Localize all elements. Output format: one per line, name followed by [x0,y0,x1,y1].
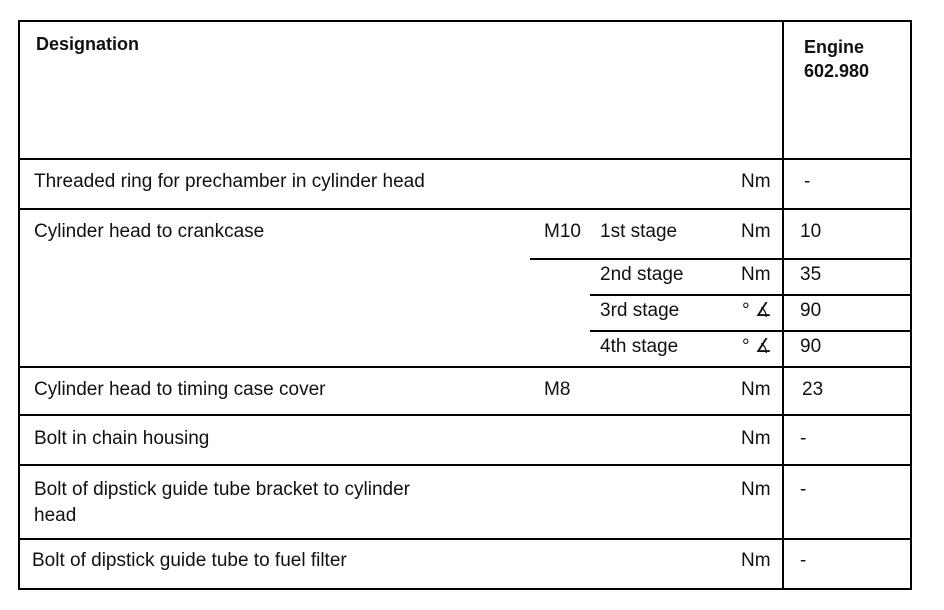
row-separator [18,158,912,160]
row-designation-continued: head [34,505,77,526]
row-designation: Bolt of dipstick guide tube to fuel filter [32,550,347,571]
row-value: - [800,550,807,571]
table-border-bottom [18,588,912,590]
row-designation: Bolt of dipstick guide tube bracket to cylinder [34,479,410,500]
row-designation: Cylinder head to timing case cover [34,379,326,400]
row-thread: M8 [544,379,571,400]
row-stage: 1st stage [600,221,678,242]
row-value: - [800,428,807,449]
row-unit: Nm [741,221,771,242]
row-designation: Threaded ring for prechamber in cylinder head [34,171,425,192]
row-unit: ° ∡ [742,336,772,357]
row-value: 90 [800,300,822,321]
row-stage: 4th stage [600,336,679,357]
value-column-divider [782,20,784,590]
row-unit: Nm [741,171,771,192]
row-unit: ° ∡ [742,300,772,321]
row-thread: M10 [544,221,581,242]
row-separator [18,538,912,540]
table-border-right [910,20,912,590]
row-value: 35 [800,264,822,285]
row-unit: Nm [741,264,771,285]
row-separator [530,258,912,260]
row-unit: Nm [741,428,771,449]
table-border-left [18,20,20,590]
row-designation: Cylinder head to crankcase [34,221,265,242]
torque-table [18,20,912,590]
header-designation: Designation [36,34,140,54]
row-unit: Nm [741,379,771,400]
header-engine-number: 602.980 [804,61,870,81]
row-stage: 3rd stage [600,300,680,321]
row-separator [18,414,912,416]
row-separator [18,366,912,368]
row-value: - [804,171,811,192]
table-border-top [18,20,912,22]
header-engine: Engine [804,37,865,57]
row-separator [18,464,912,466]
row-unit: Nm [741,550,771,571]
row-separator [18,208,912,210]
row-value: 10 [800,221,822,242]
row-value: 23 [802,379,824,400]
row-separator [590,294,912,296]
row-unit: Nm [741,479,771,500]
row-designation: Bolt in chain housing [34,428,210,449]
row-stage: 2nd stage [600,264,684,285]
row-separator [590,330,912,332]
row-value: 90 [800,336,822,357]
row-value: - [800,479,807,500]
